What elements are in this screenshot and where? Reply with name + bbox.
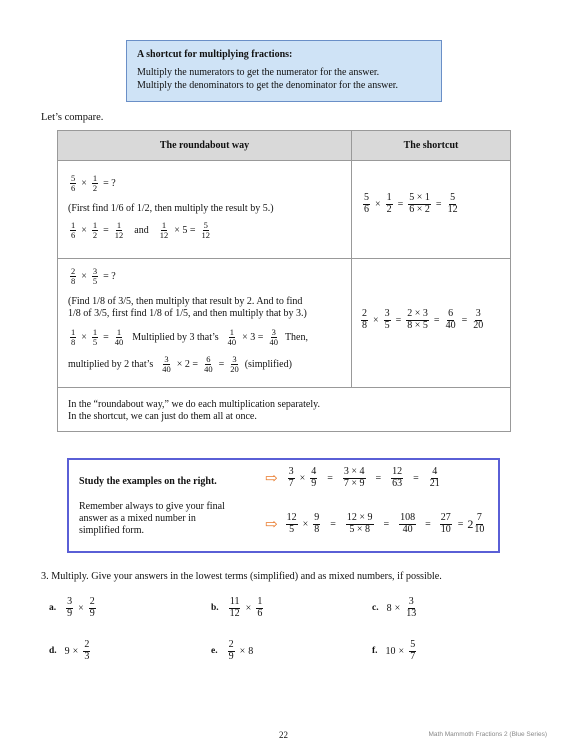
example-2: ⇨ $\frac{12}{5}$ × $\frac{9}{8}$ = $\frac{12 \times 9}{5 \times 8}$ = $\frac{108}{40}$ = $\frac{27}{10}$ = 2 $\frac{7}{10}$: [265, 512, 485, 535]
row-divider-1: [58, 258, 510, 259]
problem-a: a. $\frac{3}{9}$ × $\frac{2}{9}$: [49, 596, 95, 619]
series-footer: Math Mammoth Fractions 2 (Blue Series): [428, 731, 547, 738]
study-title: Study the examples on the right.: [79, 476, 217, 487]
study-examples-box: [67, 458, 500, 553]
row2-steps-2: multiplied by 2 that’s $\frac{3}{40}$ × 2 = $\frac{6}{40}$ = $\frac{3}{20}$ (simplified): [68, 354, 292, 374]
row1-question: $\frac{5}{6}$ × $\frac{1}{2}$ = ?: [71, 173, 116, 193]
study-text: [79, 501, 225, 537]
shortcut-box: [126, 40, 442, 102]
row1-steps: $\frac{1}{6}$ × $\frac{1}{2}$ = $\frac{1}{12}$ and $\frac{1}{12}$ × 5 = $\frac{5}{12}$: [71, 220, 211, 240]
comparison-table: [57, 130, 511, 432]
table-footer-line-2: In the shortcut, we can just do them all at once.: [68, 411, 257, 422]
table-footer-line-1: In the “roundabout way,” we do each multiplication separately.: [68, 399, 320, 410]
row2-explanation-line-2: 1/8 of 3/5, first find 1/8 of 1/5, and then multiply that by 3.): [68, 308, 307, 319]
header-shortcut: The shortcut: [352, 131, 510, 161]
problem-e: e. $\frac{2}{9}$ × 8: [211, 639, 254, 662]
problem-c: c. 8 × $\frac{3}{13}$: [372, 596, 417, 619]
page-number: 22: [279, 730, 288, 740]
row-divider-2: [58, 387, 510, 388]
problem-b: b. $\frac{11}{12}$ × $\frac{1}{6}$: [211, 596, 263, 619]
row2-shortcut: $\frac{2}{8}$ × $\frac{3}{5}$ = $\frac{2 \times 3}{8 \times 5}$ = $\frac{6}{40}$ = $\frac{3}{20}$: [362, 308, 484, 331]
example-1: ⇨ $\frac{3}{7}$ × $\frac{4}{9}$ = $\frac{3 \times 4}{7 \times 9}$ = $\frac{12}{63}$ = $\frac{4}{21}$: [265, 466, 440, 489]
arrow-right-icon: ⇨: [265, 470, 278, 487]
exercise-instruction: 3. Multiply. Give your answers in the lowest terms (simplified) and as mixed numbers, if possible.: [41, 571, 442, 582]
shortcut-title: A shortcut for multiplying fractions:: [137, 49, 293, 60]
arrow-right-icon: ⇨: [265, 516, 278, 533]
study-text-line-1: Remember always to give your final: [79, 501, 225, 512]
shortcut-line-2: Multiply the denominators to get the denominator for the answer.: [137, 80, 399, 91]
shortcut-line-1: Multiply the numerators to get the numerator for the answer.: [137, 67, 380, 78]
row2-steps-1: $\frac{1}{8}$ × $\frac{1}{5}$ = $\frac{1}{40}$ Multiplied by 3 that’s $\frac{1}{40}$ × 3 = $\frac{3}{40}$ Then,: [71, 327, 308, 347]
lets-compare: Let’s compare.: [41, 112, 104, 123]
study-text-line-3: simplified form.: [79, 525, 144, 536]
problem-f: f. 10 × $\frac{5}{7}$: [372, 639, 416, 662]
row2-explanation: [68, 296, 307, 320]
row1-shortcut: $\frac{5}{6}$ × $\frac{1}{2}$ = $\frac{5 \times 1}{6 \times 2}$ = $\frac{5}{12}$: [364, 192, 458, 215]
table-footer: [68, 399, 320, 423]
row2-explanation-line-1: (Find 1/8 of 3/5, then multiply that result by 2. And to find: [68, 296, 303, 307]
row1-explanation: (First find 1/6 of 1/2, then multiply the result by 5.): [68, 203, 274, 214]
problem-d: d. 9 × $\frac{2}{3}$: [49, 639, 90, 662]
study-text-line-2: answer as a mixed number in: [79, 513, 196, 524]
column-divider: [351, 131, 352, 387]
row2-question: $\frac{2}{8}$ × $\frac{3}{5}$ = ?: [71, 266, 116, 286]
header-roundabout: The roundabout way: [58, 131, 351, 161]
